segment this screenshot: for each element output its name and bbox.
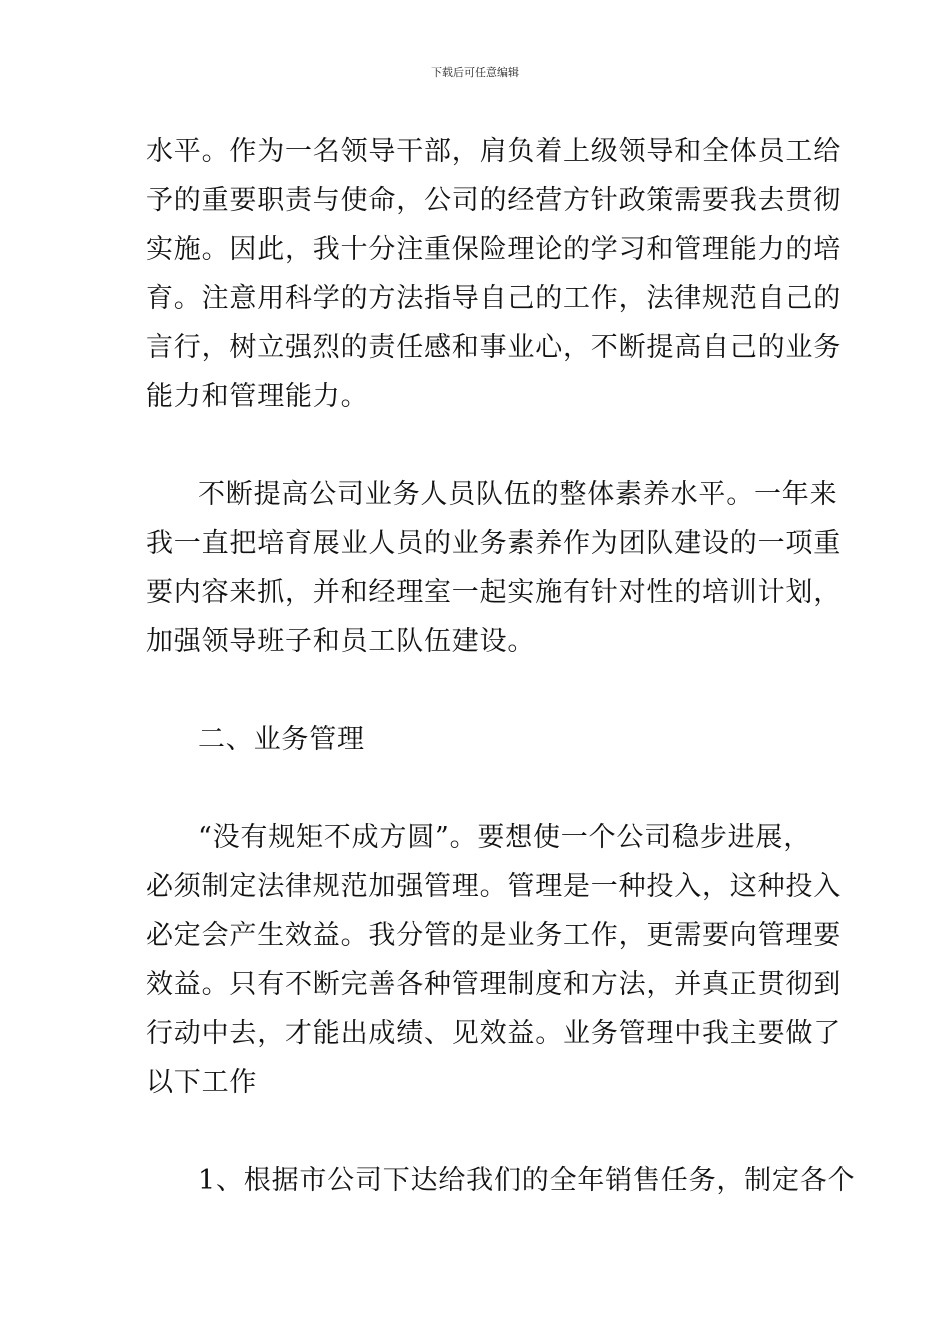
paragraph: [146, 127, 841, 421]
text-line: 行动中去，才能出成绩、见效益。业务管理中我主要做了: [146, 1018, 841, 1049]
text-line: 必定会产生效益。我分管的是业务工作，更需要向管理要: [146, 920, 841, 951]
text-line: 育。注意用科学的方法指导自己的工作，法律规范自己的: [146, 283, 841, 314]
paragraph: [146, 470, 841, 666]
text-line: 加强领导班子和员工队伍建设。: [146, 626, 536, 657]
text-line: 以下工作: [146, 1067, 258, 1098]
text-line: 必须制定法律规范加强管理。管理是一种投入，这种投入: [146, 871, 841, 902]
text-line: “没有规矩不成方圆”。要想使一个公司稳步进展，: [198, 822, 812, 853]
document-body: [146, 127, 856, 1205]
paragraph-spacer: [146, 764, 810, 813]
text-line: 要内容来抓，并和经理室一起实施有针对性的培训计划，: [146, 577, 841, 608]
text-line: 实施。因此，我十分注重保险理论的学习和管理能力的培: [146, 234, 841, 265]
paragraph: [146, 813, 841, 1107]
paragraph-spacer: [146, 666, 810, 715]
text-line: 能力和管理能力。: [146, 381, 369, 412]
section-heading: [146, 715, 810, 764]
paragraph-spacer: [146, 1107, 810, 1156]
paragraph: [146, 1156, 856, 1205]
paragraph-spacer: [146, 421, 810, 470]
text-line: 水平。作为一名领导干部，肩负着上级领导和全体员工给: [146, 136, 841, 167]
text-line: 1、根据市公司下达给我们的全年销售任务，制定各个: [198, 1165, 856, 1196]
page-header: 下载后可任意编辑: [431, 66, 519, 79]
text-line: 不断提高公司业务人员队伍的整体素养水平。一年来: [198, 479, 838, 510]
text-line: 言行，树立强烈的责任感和事业心，不断提高自己的业务: [146, 332, 841, 363]
text-line: 我一直把培育展业人员的业务素养作为团队建设的一项重: [146, 528, 841, 559]
text-line: 效益。只有不断完善各种管理制度和方法，并真正贯彻到: [146, 969, 841, 1000]
text-line: 予的重要职责与使命，公司的经营方针政策需要我去贯彻: [146, 185, 841, 216]
heading-line: 二、业务管理: [198, 724, 365, 755]
